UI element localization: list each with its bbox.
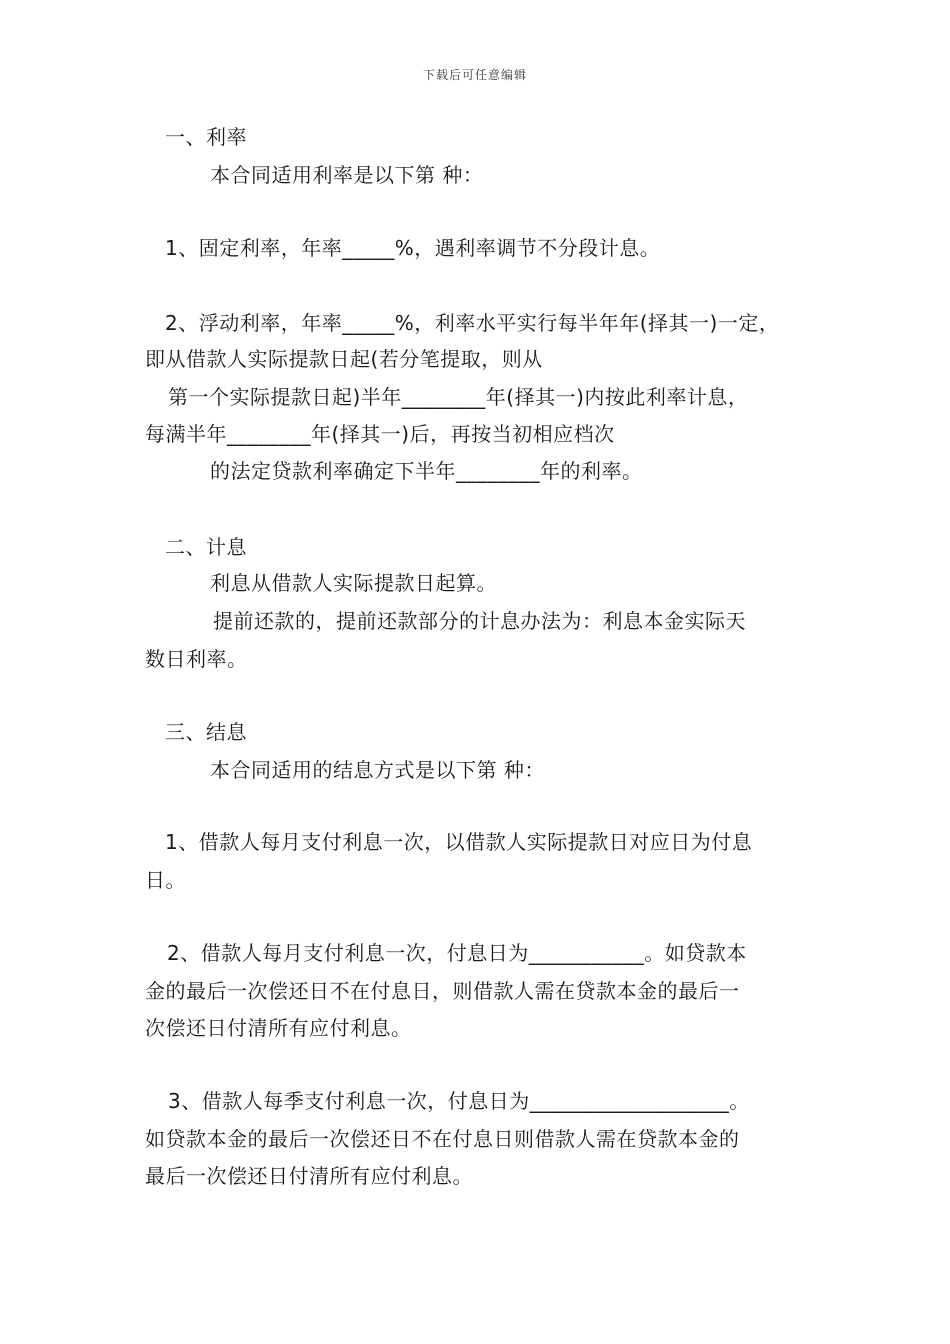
paragraph-line: 最后一次偿还日付清所有应付利息。	[145, 1164, 473, 1188]
paragraph-line: 提前还款的，提前还款部分的计息办法为：利息本金实际天	[213, 609, 746, 633]
paragraph-line: 利息从借款人实际提款日起算。	[210, 571, 497, 595]
section-heading-interest-rate: 一、利率	[165, 125, 247, 149]
paragraph-line: 1、借款人每月支付利息一次，以借款人实际提款日对应日为付息	[165, 830, 753, 854]
paragraph-line: 本合同适用利率是以下第 种：	[210, 163, 484, 187]
paragraph-line: 第一个实际提款日起)半年________年(择其一)内按此利率计息，	[168, 385, 749, 409]
paragraph-line: 如贷款本金的最后一次偿还日不在付息日则借款人需在贷款本金的	[145, 1127, 740, 1151]
paragraph-line: 3、借款人每季支付利息一次，付息日为___________________。	[168, 1089, 750, 1113]
paragraph-line: 次偿还日付清所有应付利息。	[145, 1016, 412, 1040]
paragraph-line: 1、固定利率，年率_____%，遇利率调节不分段计息。	[165, 236, 661, 260]
paragraph-line: 的法定贷款利率确定下半年________年的利率。	[210, 459, 643, 483]
paragraph-line: 金的最后一次偿还日不在付息日，则借款人需在贷款本金的最后一	[145, 979, 740, 1003]
page-header: 下载后可任意编辑	[422, 68, 527, 82]
paragraph-line: 每满半年________年(择其一)后，再按当初相应档次	[145, 422, 615, 446]
section-heading-interest-calc: 二、计息	[165, 535, 247, 559]
paragraph-line: 2、浮动利率，年率_____%，利率水平实行每半年年(择其一)一定，	[165, 311, 780, 335]
paragraph-line: 本合同适用的结息方式是以下第 种：	[210, 758, 545, 782]
section-heading-settlement: 三、结息	[165, 720, 247, 744]
paragraph-line: 即从借款人实际提款日起(若分笔提取，则从	[145, 347, 543, 371]
paragraph-line: 日。	[145, 868, 186, 892]
paragraph-line: 2、借款人每月支付利息一次，付息日为___________。如贷款本	[167, 941, 747, 965]
paragraph-line: 数日利率。	[145, 647, 248, 671]
